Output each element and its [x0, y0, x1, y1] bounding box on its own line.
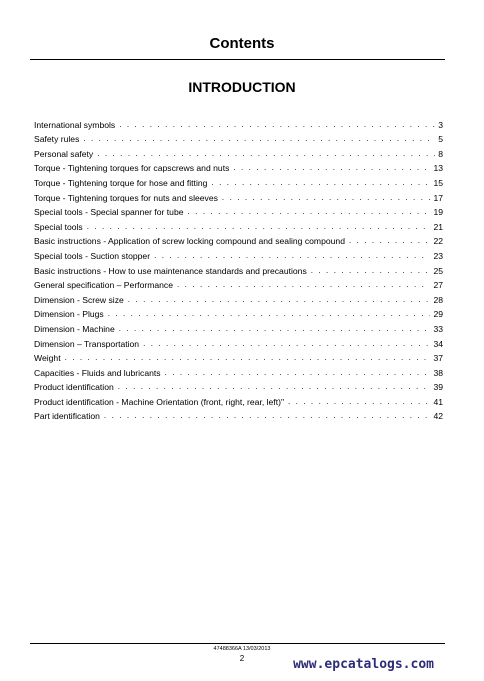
toc-dot-leader: [118, 382, 431, 392]
toc-dot-leader: [119, 120, 435, 130]
toc-dot-leader: [349, 236, 430, 246]
toc-entry-page: 37: [433, 353, 443, 364]
toc-entry-title: Special tools - Special spanner for tube: [34, 207, 184, 218]
toc-entry-page: 38: [433, 367, 443, 378]
toc-entry[interactable]: [34, 363, 443, 378]
toc-entry[interactable]: [34, 115, 443, 130]
toc-entry-page: 5: [438, 134, 443, 145]
toc-dot-leader: [188, 207, 431, 217]
toc-entry[interactable]: [34, 407, 443, 422]
toc-entry-page: 39: [433, 382, 443, 393]
toc-entry-title: International symbols: [34, 119, 116, 130]
toc-dot-leader: [233, 163, 430, 173]
toc-entry[interactable]: [34, 349, 443, 364]
toc-entry[interactable]: [34, 305, 443, 320]
toc-entry[interactable]: [34, 144, 443, 159]
table-of-contents: [34, 115, 443, 421]
toc-entry-title: Torque - Tightening torques for nuts and sleeves: [34, 192, 218, 203]
toc-entry[interactable]: [34, 319, 443, 334]
toc-entry-title: Special tools - Suction stopper: [34, 250, 151, 261]
toc-entry-title: Part identification: [34, 411, 100, 422]
page-title: Contents: [209, 35, 275, 52]
toc-entry[interactable]: [34, 392, 443, 407]
toc-entry-page: 23: [433, 250, 443, 261]
toc-entry-title: Product identification: [34, 382, 114, 393]
toc-entry[interactable]: [34, 130, 443, 145]
section-title: INTRODUCTION: [188, 79, 296, 95]
toc-entry-page: 33: [433, 323, 443, 334]
toc-entry-title: Torque - Tightening torques for capscrews and nuts: [34, 163, 230, 174]
toc-dot-leader: [65, 353, 431, 363]
toc-entry-page: 42: [433, 411, 443, 422]
page-number: 2: [239, 654, 245, 663]
toc-entry-title: Personal safety: [34, 148, 94, 159]
toc-entry-title: General specification – Performance: [34, 280, 174, 291]
toc-dot-leader: [119, 324, 431, 334]
toc-dot-leader: [165, 368, 431, 378]
toc-dot-leader: [97, 149, 435, 159]
toc-entry-page: 8: [438, 148, 443, 159]
toc-entry-page: 13: [433, 163, 443, 174]
toc-entry-page: 34: [433, 338, 443, 349]
toc-entry-title: Dimension – Transportation: [34, 338, 140, 349]
toc-entry-page: 19: [433, 207, 443, 218]
toc-entry[interactable]: [34, 232, 443, 247]
toc-entry-title: Special tools: [34, 221, 83, 232]
toc-entry-title: Dimension - Plugs: [34, 309, 104, 320]
toc-dot-leader: [311, 266, 431, 276]
toc-entry-page: 15: [433, 177, 443, 188]
toc-entry[interactable]: [34, 290, 443, 305]
toc-entry-page: 17: [433, 192, 443, 203]
toc-entry-page: 21: [433, 221, 443, 232]
toc-dot-leader: [211, 178, 430, 188]
toc-entry-page: 3: [438, 119, 443, 130]
toc-entry-title: Dimension - Screw size: [34, 294, 124, 305]
toc-dot-leader: [128, 295, 431, 305]
toc-entry[interactable]: [34, 334, 443, 349]
toc-entry[interactable]: [34, 159, 443, 174]
toc-dot-leader: [104, 411, 431, 421]
toc-entry-title: Basic instructions - Application of screw locking compound and sealing compound: [34, 236, 345, 247]
toc-dot-leader: [87, 222, 431, 232]
toc-entry[interactable]: [34, 173, 443, 188]
toc-entry[interactable]: [34, 378, 443, 393]
toc-entry-page: 29: [433, 309, 443, 320]
toc-entry-page: 22: [433, 236, 443, 247]
watermark-link[interactable]: www.epcatalogs.com: [293, 657, 434, 672]
toc-entry-page: 25: [433, 265, 443, 276]
toc-dot-leader: [108, 309, 431, 319]
toc-entry[interactable]: [34, 188, 443, 203]
toc-entry[interactable]: [34, 217, 443, 232]
toc-entry[interactable]: [34, 203, 443, 218]
toc-dot-leader: [83, 134, 435, 144]
toc-dot-leader: [222, 193, 431, 203]
toc-entry-title: Dimension - Machine: [34, 323, 115, 334]
toc-entry[interactable]: [34, 246, 443, 261]
toc-entry-title: Product identification - Machine Orientation (front, right, rear, left)": [34, 396, 284, 407]
toc-entry-page: 41: [433, 396, 443, 407]
footer-divider: [30, 643, 445, 644]
toc-entry-page: 28: [433, 294, 443, 305]
toc-entry[interactable]: [34, 261, 443, 276]
toc-entry-title: Torque - Tightening torque for hose and fitting: [34, 177, 208, 188]
header-divider: [30, 59, 445, 60]
toc-dot-leader: [154, 251, 430, 261]
toc-entry-title: Basic instructions - How to use maintenance standards and precautions: [34, 265, 307, 276]
toc-dot-leader: [143, 339, 430, 349]
toc-dot-leader: [288, 397, 430, 407]
toc-entry-title: Capacities - Fluids and lubricants: [34, 367, 161, 378]
toc-entry-page: 27: [433, 280, 443, 291]
toc-dot-leader: [177, 280, 430, 290]
toc-entry[interactable]: [34, 276, 443, 291]
toc-entry-title: Weight: [34, 353, 61, 364]
document-reference: 47488366A 13/03/2013: [213, 646, 271, 652]
toc-entry-title: Safety rules: [34, 134, 80, 145]
